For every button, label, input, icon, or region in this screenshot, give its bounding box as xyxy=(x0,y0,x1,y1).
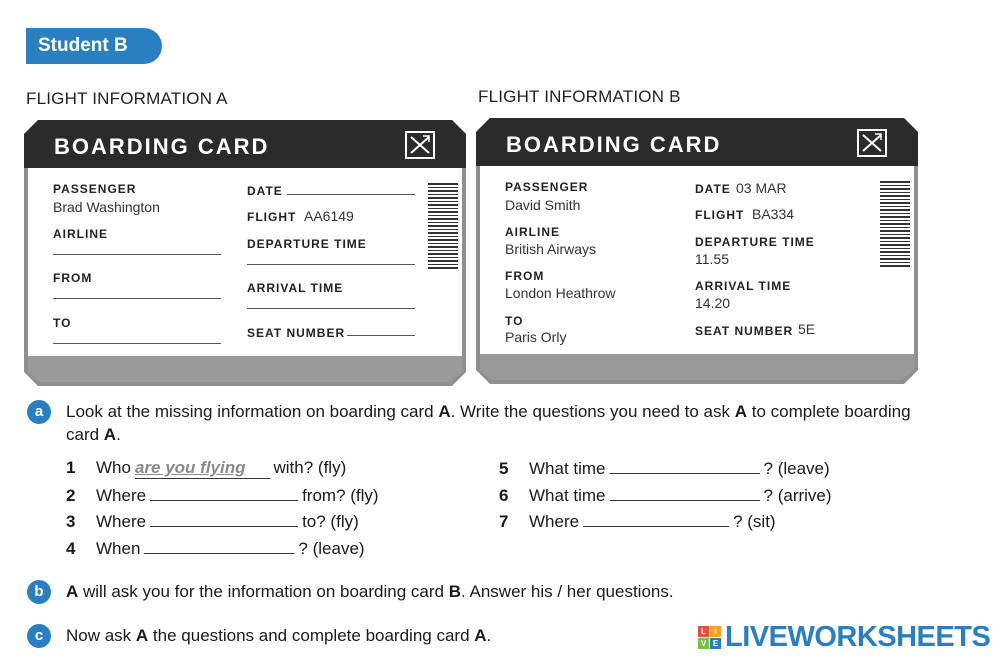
card-a-airline-blank[interactable] xyxy=(53,254,221,255)
task-a-badge: a xyxy=(27,400,51,424)
task-c-badge: c xyxy=(27,624,51,648)
card-a-passenger-label: PASSENGER xyxy=(53,182,137,196)
question-5-blank[interactable] xyxy=(610,458,760,474)
task-c-instruction: Now ask A the questions and complete boarding card A. xyxy=(66,626,492,645)
card-a-from-blank[interactable] xyxy=(53,298,221,299)
card-b-departure-label: DEPARTURE TIME xyxy=(695,235,815,249)
question-5: 5 What time ? (leave) xyxy=(499,459,830,478)
card-a-flight-label: FLIGHT xyxy=(247,210,297,224)
card-b-date-value: 03 MAR xyxy=(736,180,787,196)
card-b-seat-label: SEAT NUMBER xyxy=(695,324,794,338)
card-b-to-label: TO xyxy=(505,314,524,328)
question-4-blank[interactable] xyxy=(144,538,294,554)
card-a-seat-label: SEAT NUMBER xyxy=(247,326,346,340)
flight-info-a-title: FLIGHT INFORMATION A xyxy=(26,89,228,108)
card-a-airline-label: AIRLINE xyxy=(53,227,108,241)
boarding-card-b xyxy=(476,118,918,384)
card-a-arrival-blank[interactable] xyxy=(247,308,415,309)
boarding-card-a xyxy=(24,120,466,386)
card-a-arrival-label: ARRIVAL TIME xyxy=(247,281,344,295)
barcode-icon xyxy=(428,183,458,271)
card-a-departure-blank[interactable] xyxy=(247,264,415,265)
plane-icon xyxy=(405,131,435,159)
student-tag: Student B xyxy=(26,28,162,64)
question-6: 6 What time ? (arrive) xyxy=(499,486,832,505)
card-b-airline-label: AIRLINE xyxy=(505,225,560,239)
question-7: 7 Where ? (sit) xyxy=(499,512,776,531)
card-a-departure-label: DEPARTURE TIME xyxy=(247,237,367,251)
liveworksheets-logo xyxy=(698,620,990,654)
task-b-instruction: A will ask you for the information on boarding card B. Answer his / her questions. xyxy=(66,582,674,601)
flight-info-b-title: FLIGHT INFORMATION B xyxy=(478,87,681,106)
card-a-seat-blank[interactable] xyxy=(347,335,415,336)
logo-grid-icon: L I V E xyxy=(698,626,721,649)
card-b-passenger-value: David Smith xyxy=(505,197,581,213)
card-b-flight-value: BA334 xyxy=(752,206,795,222)
task-a-instruction: Look at the missing information on boarding card A. Write the questions you need to ask A to complete boarding card A. xyxy=(66,402,911,444)
card-a-from-label: FROM xyxy=(53,271,93,285)
question-2-blank[interactable] xyxy=(150,485,298,501)
question-6-blank[interactable] xyxy=(610,485,760,501)
question-1-answer[interactable]: are you flying xyxy=(135,458,270,479)
logo-text: LIVEWORKSHEETS xyxy=(725,620,991,653)
card-b-departure-value: 11.55 xyxy=(695,251,729,267)
card-a-flight-value: AA6149 xyxy=(304,208,354,224)
question-1: 1 Who are you flying with? (fly) xyxy=(66,458,347,477)
card-b-passenger-label: PASSENGER xyxy=(505,180,589,194)
barcode-icon xyxy=(880,181,910,269)
card-a-date-label: DATE xyxy=(247,184,283,198)
plane-icon xyxy=(857,129,887,157)
question-3-blank[interactable] xyxy=(150,511,298,527)
card-b-flight-label: FLIGHT xyxy=(695,208,745,222)
task-b-badge: b xyxy=(27,580,51,604)
card-b-date-label: DATE xyxy=(695,182,731,196)
question-2: 2 Where from? (fly) xyxy=(66,486,379,505)
card-b-to-value: Paris Orly xyxy=(505,329,567,345)
card-b-from-value: London Heathrow xyxy=(505,285,616,301)
card-a-date-blank[interactable] xyxy=(287,194,415,195)
card-b-from-label: FROM xyxy=(505,269,545,283)
question-7-blank[interactable] xyxy=(583,511,729,527)
card-a-to-label: TO xyxy=(53,316,72,330)
card-b-title: BOARDING CARD xyxy=(506,132,722,157)
card-b-arrival-value: 14.20 xyxy=(695,295,731,311)
question-4: 4 When ? (leave) xyxy=(66,539,365,558)
card-b-arrival-label: ARRIVAL TIME xyxy=(695,279,792,293)
card-b-seat-value: 5E xyxy=(798,321,816,337)
card-b-airline-value: British Airways xyxy=(505,241,597,257)
card-a-passenger-value: Brad Washington xyxy=(53,199,160,215)
card-a-to-blank[interactable] xyxy=(53,343,221,344)
question-3: 3 Where to? (fly) xyxy=(66,512,359,531)
card-a-title: BOARDING CARD xyxy=(54,134,270,159)
